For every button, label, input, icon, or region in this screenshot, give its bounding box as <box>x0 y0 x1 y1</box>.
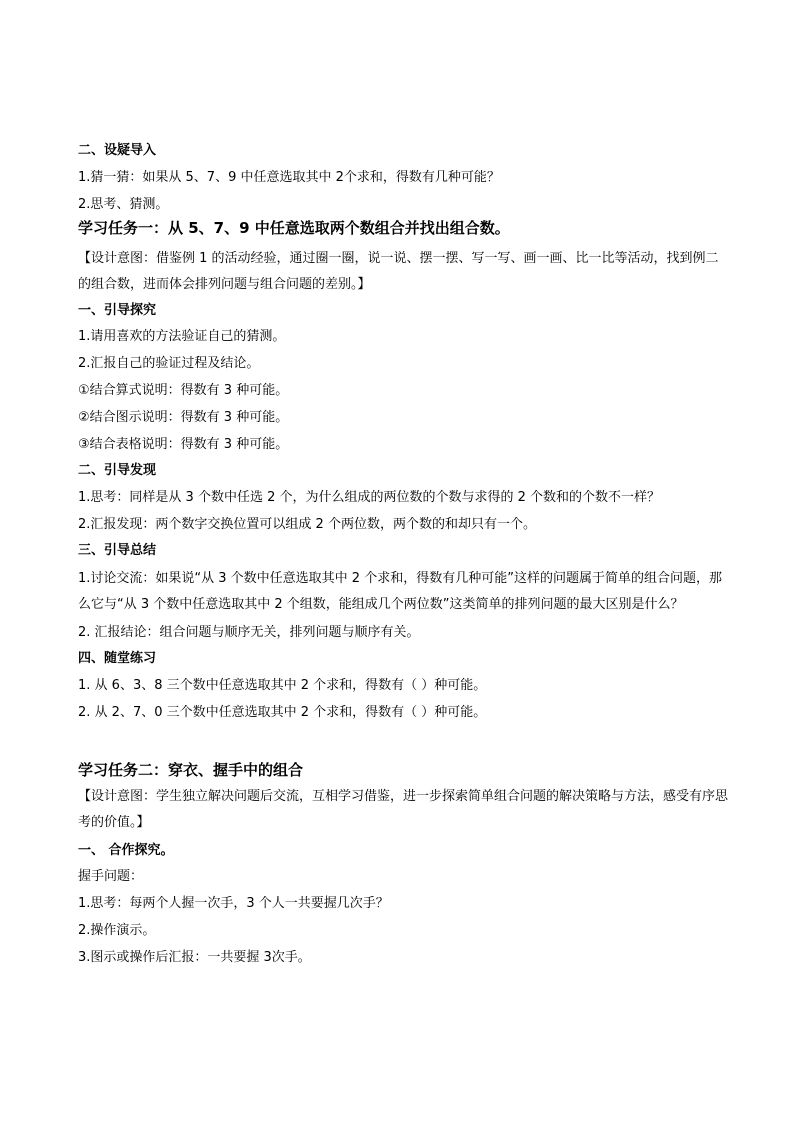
section-heading-guide-summary: 三、引导总结 <box>78 543 157 558</box>
paragraph: 2.汇报自己的验证过程及结论。 <box>78 356 260 371</box>
section-heading-guide-explore: 一、引导探究 <box>78 303 157 318</box>
section-heading-inquiry: 二、设疑导入 <box>78 143 157 158</box>
paragraph: 2.汇报发现：两个数字交换位置可以组成 2 个两位数，两个数的和却只有一个。 <box>78 517 536 532</box>
paragraph: ③结合表格说明：得数有 3 种可能。 <box>78 437 289 452</box>
document-body <box>78 136 728 967</box>
paragraph: 握手问题： <box>78 869 144 884</box>
paragraph: 3.图示或操作后汇报：一共要握 3次手。 <box>78 950 311 965</box>
section-heading-practice: 四、随堂练习 <box>78 651 157 666</box>
exercise-item: 2. 从 2、7、0 三个数中任意选取其中 2 个求和，得数有（ ）种可能。 <box>78 705 487 720</box>
exercise-item: 1. 从 6、3、8 三个数中任意选取其中 2 个求和，得数有（ ）种可能。 <box>78 678 487 693</box>
task-heading-1: 学习任务一：从 5、7、9 中任意选取两个数组合并找出组合数。 <box>78 219 510 237</box>
task-heading-2: 学习任务二：穿衣、握手中的组合 <box>78 761 304 779</box>
paragraph: 1.思考：每两个人握一次手，3 个人一共要握几次手？ <box>78 896 389 911</box>
paragraph: 1.猜一猜：如果从 5、7、9 中任意选取其中 2个求和，得数有几种可能？ <box>78 170 500 185</box>
paragraph: 2.操作演示。 <box>78 923 156 938</box>
paragraph: ②结合图示说明：得数有 3 种可能。 <box>78 410 289 425</box>
design-intent-1: 【设计意图：借鉴例 1 的活动经验，通过圈一圈，说一说、摆一摆、写一写、画一画、比一比等活动，找到例二的组合数，进而体会排列问题与组合问题的差别。】 <box>78 251 719 292</box>
paragraph: 2.思考、猜测。 <box>78 197 169 212</box>
design-intent-2: 【设计意图：学生独立解决问题后交流，互相学习借鉴，进一步探索简单组合问题的解决策略与方法，感受有序思考的价值。】 <box>78 789 729 830</box>
section-heading-cooperate: 一、 合作探究。 <box>78 843 174 858</box>
paragraph: 1.讨论交流：如果说“从 3 个数中任意选取其中 2 个求和，得数有几种可能”这样的问题属于简单的组合问题，那么它与“从 3 个数中任意选取其中 2 个组数，能组成几个两位数”这类简单的排列问题的最大区别是什么？ <box>78 571 722 612</box>
paragraph: 1.思考：同样是从 3 个数中任选 2 个，为什么组成的两位数的个数与求得的 2 个数和的个数不一样？ <box>78 490 661 505</box>
section-heading-guide-discover: 二、引导发现 <box>78 463 157 478</box>
paragraph: 1.请用喜欢的方法验证自己的猜测。 <box>78 329 286 344</box>
paragraph: ①结合算式说明：得数有 3 种可能。 <box>78 383 289 398</box>
paragraph: 2. 汇报结论：组合问题与顺序无关，排列问题与顺序有关。 <box>78 625 420 640</box>
